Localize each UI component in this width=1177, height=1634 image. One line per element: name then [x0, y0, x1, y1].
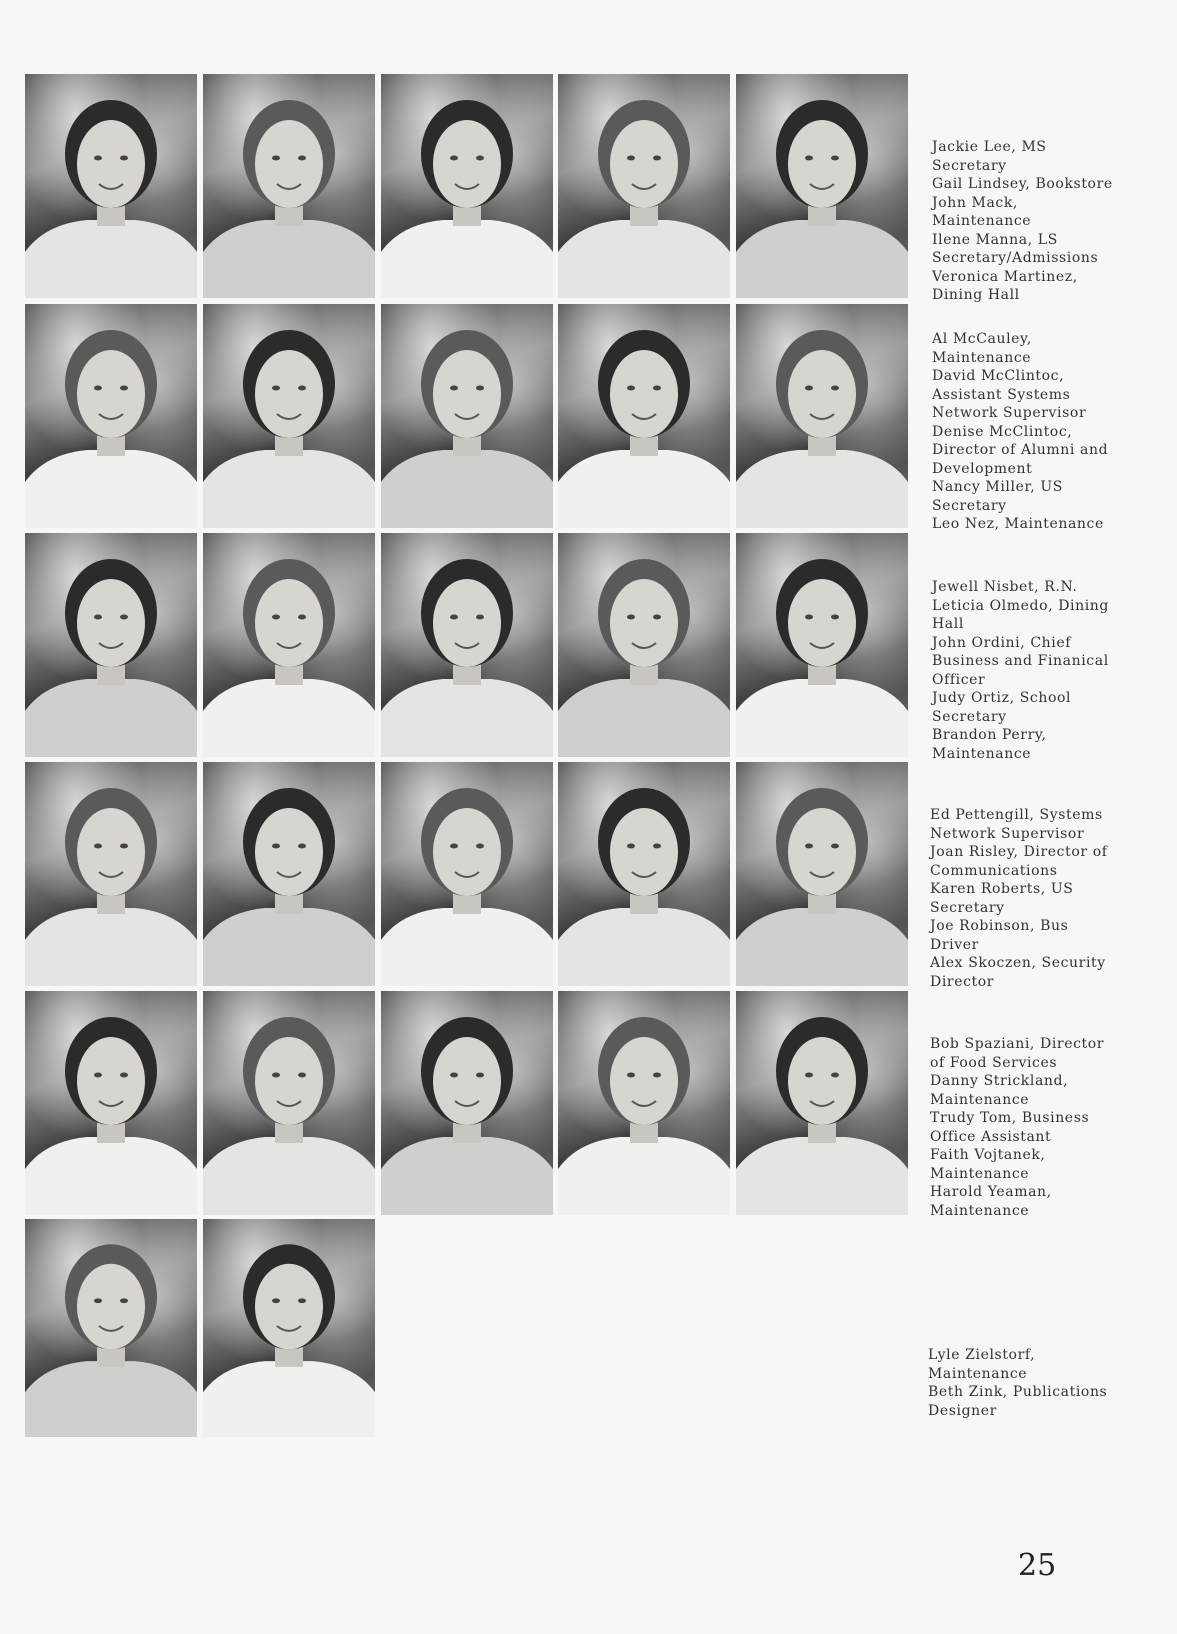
- caption-line: Beth Zink, Publications: [928, 1384, 1108, 1400]
- portrait-photo: [25, 991, 197, 1215]
- caption-line: Al McCauley,: [932, 331, 1032, 347]
- portrait-photo: [558, 533, 730, 757]
- staff-caption: [930, 806, 1110, 991]
- caption-line: Gail Lindsey, Bookstore: [932, 176, 1113, 192]
- portrait-photo: [558, 991, 730, 1215]
- page-number: 25: [1018, 1548, 1057, 1583]
- caption-line: Maintenance: [932, 745, 1032, 762]
- caption-line: Ed Pettengill, Systems: [930, 807, 1103, 823]
- portrait-photo: [381, 991, 553, 1215]
- caption-line: Business and Finanical: [932, 653, 1109, 669]
- caption-line: Maintenance: [930, 1091, 1030, 1108]
- portrait-photo: [558, 304, 730, 528]
- caption-line: Leo Nez, Maintenance: [932, 516, 1104, 532]
- caption-line: Denise McClintoc,: [932, 423, 1073, 440]
- portrait-photo: [381, 74, 553, 298]
- caption-line: Dining Hall: [932, 287, 1020, 303]
- staff-caption: [930, 1035, 1110, 1220]
- caption-line: Joe Robinson, Bus: [930, 918, 1069, 934]
- staff-caption: [928, 1346, 1108, 1420]
- caption-line: Secretary: [932, 157, 1007, 174]
- portrait-photo: [25, 1219, 197, 1437]
- caption-line: Trudy Tom, Business: [930, 1110, 1090, 1126]
- portrait-photo: [558, 762, 730, 986]
- caption-line: David McClintoc,: [932, 368, 1065, 384]
- caption-line: Jackie Lee, MS: [932, 139, 1047, 155]
- portrait-photo: [381, 762, 553, 986]
- portrait-photo: [381, 304, 553, 528]
- portrait-photo: [203, 533, 375, 757]
- portrait-photo: [203, 304, 375, 528]
- portrait-photo: [203, 1219, 375, 1437]
- staff-caption: [932, 578, 1112, 763]
- caption-line: Judy Ortiz, School: [932, 690, 1072, 706]
- portrait-photo: [25, 304, 197, 528]
- portrait-photo: [736, 991, 908, 1215]
- caption-line: Secretary: [932, 708, 1007, 725]
- caption-line: Maintenance: [928, 1365, 1028, 1382]
- portrait-photo: [381, 533, 553, 757]
- portrait-photo: [203, 74, 375, 298]
- caption-line: Designer: [928, 1402, 997, 1419]
- portrait-photo: [736, 304, 908, 528]
- caption-line: Danny Strickland,: [930, 1073, 1069, 1089]
- caption-line: Jewell Nisbet, R.N.: [932, 579, 1078, 595]
- portrait-photo: [203, 991, 375, 1215]
- staff-caption: [932, 330, 1112, 534]
- caption-line: Maintenance: [932, 349, 1032, 366]
- portrait-photo: [25, 74, 197, 298]
- caption-line: Harold Yeaman,: [930, 1184, 1052, 1200]
- caption-line: Office Assistant: [930, 1128, 1052, 1145]
- portrait-photo: [25, 762, 197, 986]
- caption-line: John Mack,: [932, 194, 1018, 211]
- caption-line: Hall: [932, 616, 964, 632]
- caption-line: Maintenance: [930, 1202, 1030, 1219]
- caption-line: Driver: [930, 936, 979, 953]
- portrait-photo: [25, 533, 197, 757]
- caption-line: Bob Spaziani, Director: [930, 1036, 1105, 1052]
- caption-line: Director: [930, 973, 995, 990]
- staff-caption: [932, 138, 1112, 305]
- portrait-photo: [736, 533, 908, 757]
- caption-line: Lyle Zielstorf,: [928, 1347, 1036, 1363]
- caption-line: Leticia Olmedo, Dining: [932, 597, 1109, 614]
- caption-line: Ilene Manna, LS: [932, 231, 1058, 248]
- caption-line: Faith Vojtanek,: [930, 1147, 1046, 1163]
- caption-line: Secretary: [930, 899, 1005, 916]
- caption-line: John Ordini, Chief: [932, 634, 1072, 651]
- caption-line: Veronica Martinez,: [932, 268, 1078, 285]
- caption-line: Karen Roberts, US: [930, 881, 1074, 897]
- portrait-photo: [736, 762, 908, 986]
- caption-line: Network Supervisor: [930, 825, 1085, 842]
- caption-line: Maintenance: [930, 1165, 1030, 1182]
- caption-line: of Food Services: [930, 1054, 1058, 1071]
- caption-line: Assistant Systems: [932, 386, 1071, 403]
- portrait-photo: [558, 74, 730, 298]
- caption-line: Nancy Miller, US: [932, 479, 1063, 495]
- caption-line: Network Supervisor: [932, 405, 1087, 421]
- caption-line: Director of Alumni and: [932, 442, 1109, 458]
- caption-line: Joan Risley, Director of: [930, 844, 1108, 860]
- portrait-photo: [203, 762, 375, 986]
- caption-line: Communications: [930, 862, 1058, 879]
- portrait-photo: [736, 74, 908, 298]
- caption-line: Officer: [932, 671, 986, 688]
- caption-line: Secretary: [932, 497, 1007, 514]
- caption-line: Development: [932, 460, 1033, 477]
- caption-line: Alex Skoczen, Security: [930, 955, 1106, 971]
- caption-line: Brandon Perry,: [932, 727, 1047, 743]
- caption-line: Maintenance: [932, 213, 1032, 229]
- caption-line: Secretary/Admissions: [932, 250, 1099, 266]
